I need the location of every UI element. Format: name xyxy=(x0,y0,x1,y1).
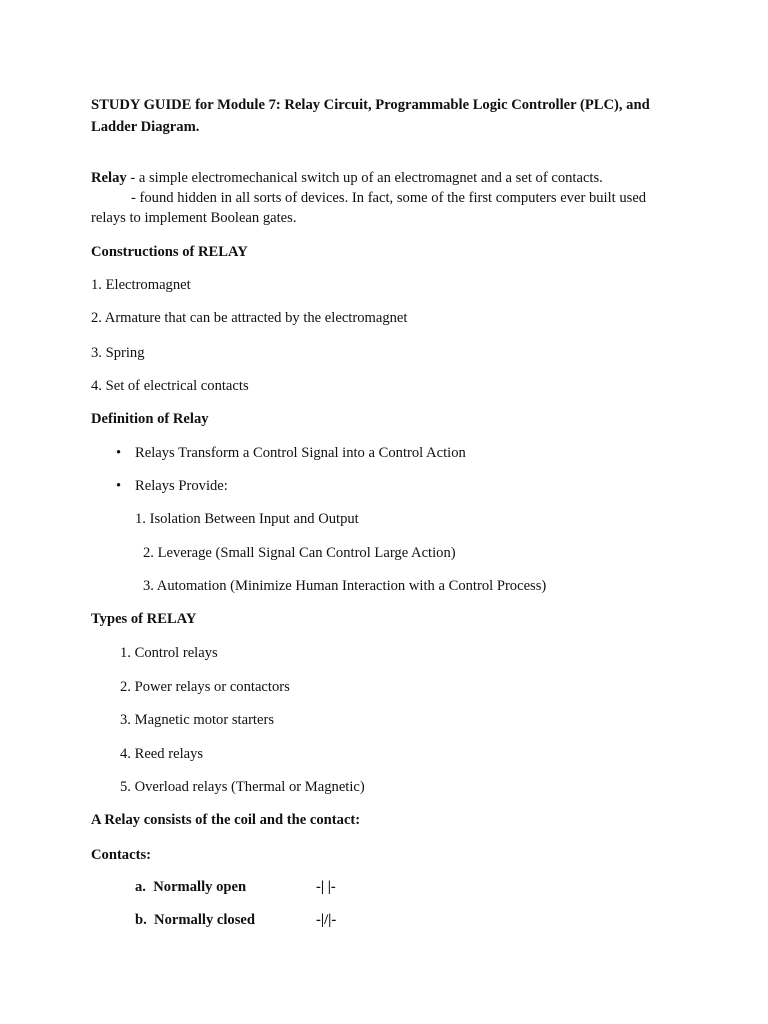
relay-definition-line-2: - found hidden in all sorts of devices. In fact, some of the first computers ever built used xyxy=(131,190,647,206)
construction-item-4: 4. Set of electrical contacts xyxy=(91,378,249,394)
bullet-icon: • xyxy=(116,478,122,494)
definition-heading: Definition of Relay xyxy=(91,411,209,427)
contacts-heading: Contacts: xyxy=(91,847,151,863)
type-item-3: 3. Magnetic motor starters xyxy=(120,712,275,728)
provide-item-1: 1. Isolation Between Input and Output xyxy=(135,511,359,527)
constructions-heading: Constructions of RELAY xyxy=(91,244,248,260)
provide-item-3: 3. Automation (Minimize Human Interaction with a Control Process) xyxy=(143,578,547,594)
type-item-4: 4. Reed relays xyxy=(120,746,204,762)
type-item-1: 1. Control relays xyxy=(120,645,218,661)
relay-term: Relay xyxy=(91,170,127,186)
contact-normally-open-label: a. Normally open xyxy=(135,879,247,895)
normally-open-contact-icon: -| |- xyxy=(316,879,336,895)
page-title-line-1: STUDY GUIDE for Module 7: Relay Circuit, Programmable Logic Controller (PLC), and xyxy=(91,97,650,113)
relay-definition-line-3: relays to implement Boolean gates. xyxy=(91,210,297,226)
bullet-icon: • xyxy=(116,445,122,461)
construction-item-1: 1. Electromagnet xyxy=(91,277,191,293)
page-title-line-2: Ladder Diagram. xyxy=(91,119,200,135)
relay-definition-text: - a simple electromechanical switch up of an electromagnet and a set of contacts. xyxy=(126,170,603,186)
normally-closed-contact-icon: -|/|- xyxy=(316,912,337,928)
construction-item-3: 3. Spring xyxy=(91,345,145,361)
types-heading: Types of RELAY xyxy=(91,611,197,627)
type-item-5: 5. Overload relays (Thermal or Magnetic) xyxy=(120,779,365,795)
definition-bullet-2: Relays Provide: xyxy=(135,478,228,494)
construction-item-2: 2. Armature that can be attracted by the electromagnet xyxy=(91,310,408,326)
definition-bullet-1: Relays Transform a Control Signal into a Control Action xyxy=(135,445,466,461)
contact-normally-closed-label: b. Normally closed xyxy=(135,912,255,928)
type-item-2: 2. Power relays or contactors xyxy=(120,679,290,695)
coil-contact-heading: A Relay consists of the coil and the contact: xyxy=(91,812,361,828)
provide-item-2: 2. Leverage (Small Signal Can Control Large Action) xyxy=(143,545,456,561)
relay-definition-line-1 xyxy=(91,168,603,188)
